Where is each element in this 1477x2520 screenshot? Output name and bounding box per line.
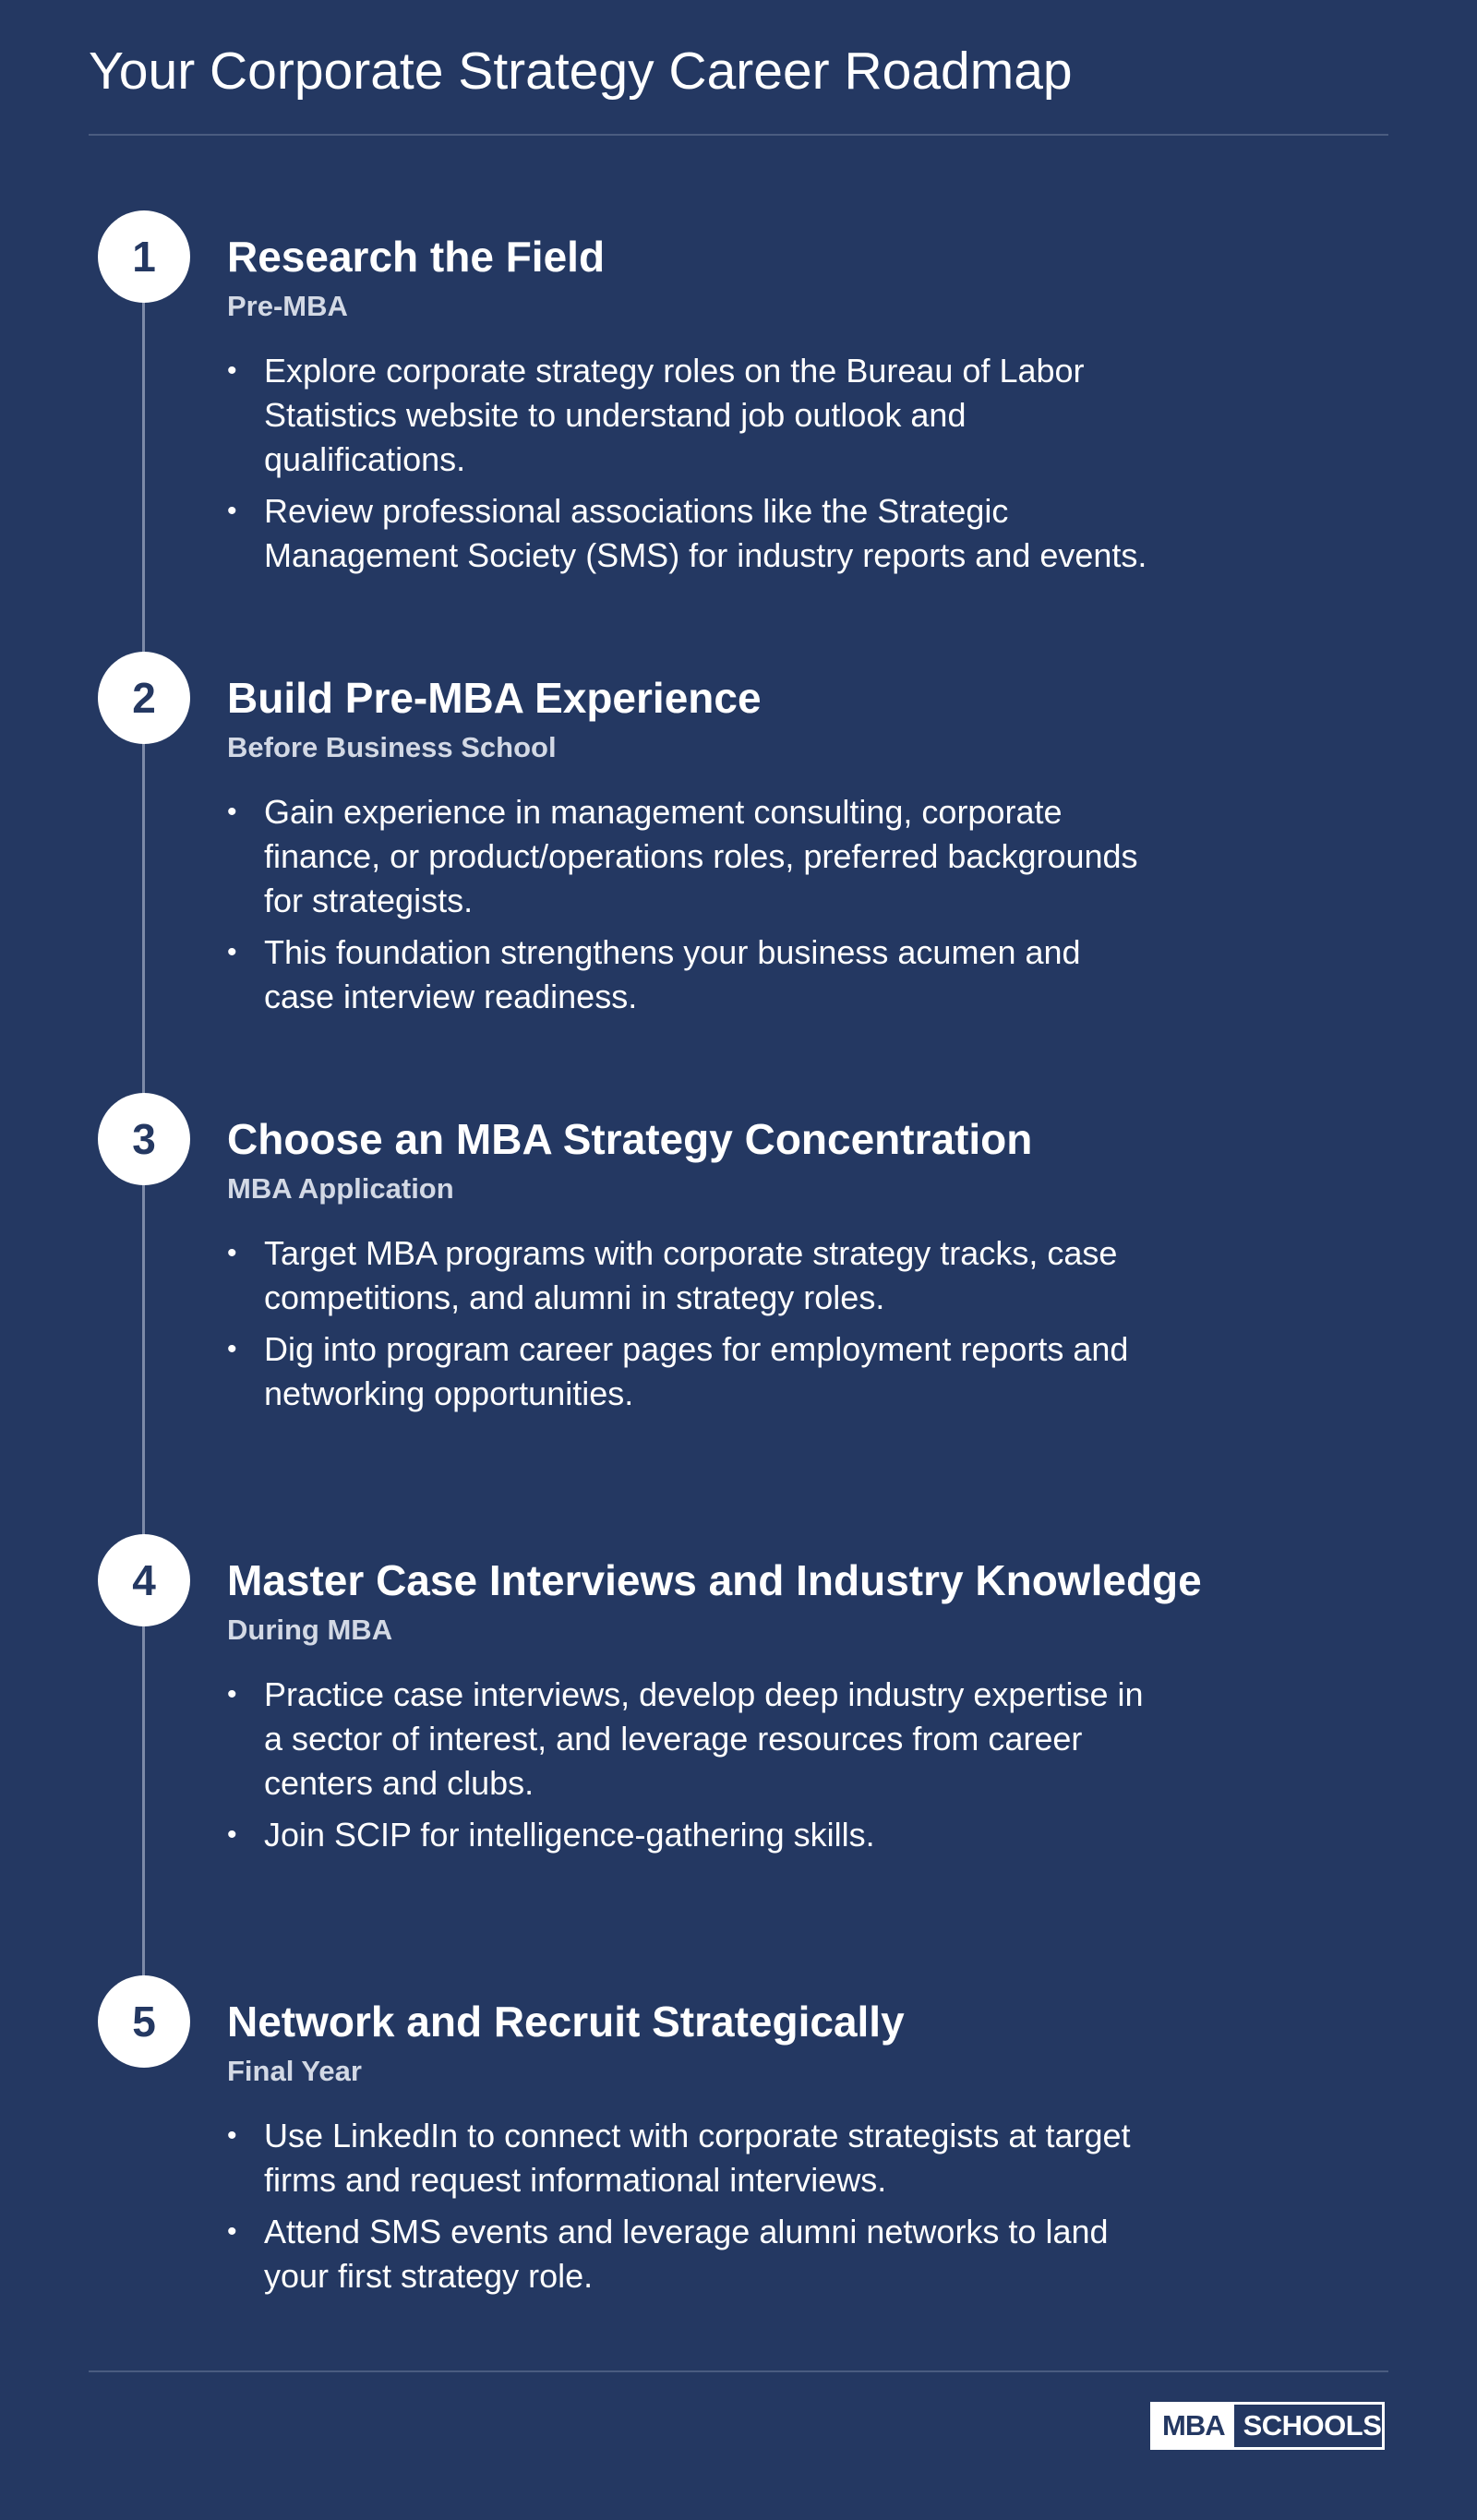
step-bullet-list xyxy=(227,2114,1159,2306)
step-bullet: • Join SCIP for intelligence-gathering skills. xyxy=(227,1813,1159,1857)
step-number-badge: 2 xyxy=(98,652,190,744)
step-bullet: • Dig into program career pages for employment reports and networking opportunities. xyxy=(227,1327,1159,1416)
step-number-badge: 1 xyxy=(98,210,190,303)
step-bullet-list xyxy=(227,349,1159,585)
step-bullet-list xyxy=(227,1231,1159,1423)
step-bullet: • Practice case interviews, develop deep industry expertise in a sector of interest, and leverage resources from career centers and clubs. xyxy=(227,1673,1159,1806)
page-title: Your Corporate Strategy Career Roadmap xyxy=(89,42,1073,101)
step-phase: Pre-MBA xyxy=(227,290,348,322)
step-number-badge: 5 xyxy=(98,1975,190,2068)
step-title: Build Pre-MBA Experience xyxy=(227,674,762,722)
step-phase: MBA Application xyxy=(227,1172,454,1205)
step-bullet-list xyxy=(227,790,1159,1026)
step-title: Research the Field xyxy=(227,233,606,281)
step-phase: During MBA xyxy=(227,1614,393,1646)
mba-schools-logo xyxy=(1150,2402,1385,2450)
step-bullet: • Review professional associations like the Strategic Management Society (SMS) for industry reports and events. xyxy=(227,489,1159,578)
step-bullet-list xyxy=(227,1673,1159,1865)
step-bullet: • This foundation strengthens your business acumen and case interview readiness. xyxy=(227,930,1159,1019)
step-bullet: • Use LinkedIn to connect with corporate strategists at target firms and request informational interviews. xyxy=(227,2114,1159,2202)
step-bullet: • Explore corporate strategy roles on the Bureau of Labor Statistics website to understand job outlook and qualifications. xyxy=(227,349,1159,482)
step-phase: Before Business School xyxy=(227,731,557,763)
step-bullet: • Gain experience in management consulting, corporate finance, or product/operations roles, preferred backgrounds for strategists. xyxy=(227,790,1159,923)
step-number-badge: 4 xyxy=(98,1534,190,1626)
header-divider xyxy=(89,134,1388,136)
step-number-badge: 3 xyxy=(98,1093,190,1185)
step-title: Network and Recruit Strategically xyxy=(227,1998,905,2046)
logo-schools-text: SCHOOLS xyxy=(1243,2409,1382,2442)
step-bullet: • Target MBA programs with corporate strategy tracks, case competitions, and alumni in strategy roles. xyxy=(227,1231,1159,1320)
footer-divider xyxy=(89,2370,1388,2372)
step-bullet: • Attend SMS events and leverage alumni networks to land your first strategy role. xyxy=(227,2210,1159,2298)
step-title: Choose an MBA Strategy Concentration xyxy=(227,1115,1033,1163)
step-title: Master Case Interviews and Industry Knowledge xyxy=(227,1556,1202,1604)
logo-mba-text: MBA xyxy=(1153,2405,1234,2447)
step-phase: Final Year xyxy=(227,2055,362,2087)
